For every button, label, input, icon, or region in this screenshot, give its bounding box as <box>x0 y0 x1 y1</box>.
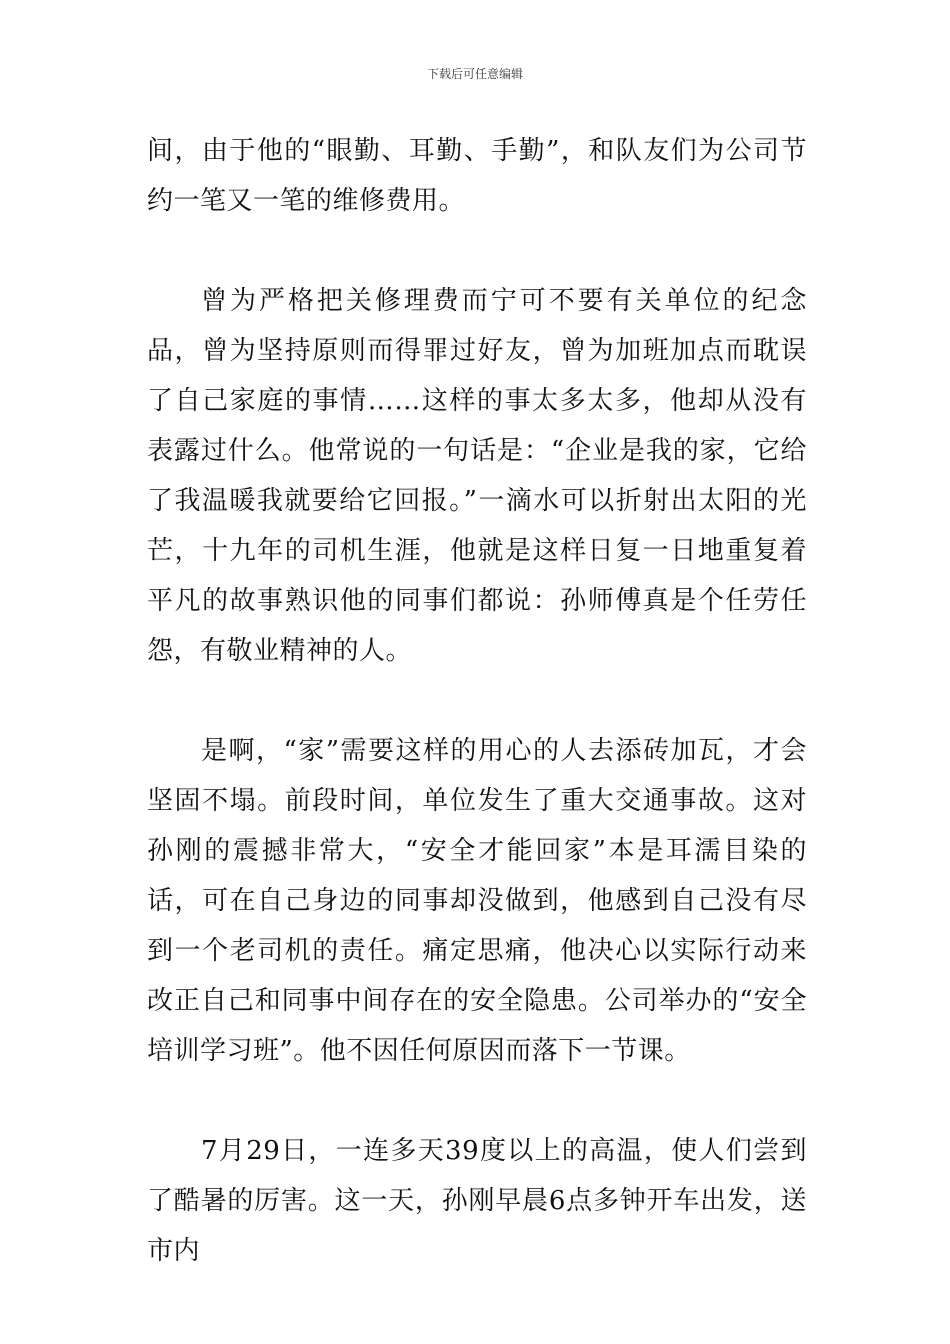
page-header: 下载后可任意编辑 <box>426 67 523 81</box>
paragraph-3: 是啊，“家”需要这样的用心的人去添砖加瓦，才会坚固不塌。前段时间，单位发生了重大交通事故。这对孙刚的震撼非常大，“安全才能回家”本是耳濡目染的话，可在自己身边的同事却没做到，他感到自己没有尽到一个老司机的责任。痛定思痛，他决心以实际行动来改正自己和同事中间存在的安全隐患。公司举办的“安全培训学习班”。他不因任何原因而落下一节课。 <box>147 736 807 1066</box>
paragraph-2: 曾为严格把关修理费而宁可不要有关单位的纪念品，曾为坚持原则而得罪过好友，曾为加班加点而耽误了自己家庭的事情……这样的事太多太多，他却从没有表露过什么。他常说的一句话是：“企业是我的家，它给了我温暖我就要给它回报。”一滴水可以折射出太阳的光芒，十九年的司机生涯，他就是这样日复一日地重复着平凡的故事熟识他的同事们都说：孙师傅真是个任劳任怨，有敬业精神的人。 <box>147 286 807 666</box>
document-body <box>147 126 807 1276</box>
paragraph-1: 间，由于他的“眼勤、耳勤、手勤”，和队友们为公司节约一笔又一笔的维修费用。 <box>147 136 807 216</box>
paragraph-4: 7月29日，一连多天39度以上的高温，使人们尝到了酷暑的厉害。这一天，孙刚早晨6点多钟开车出发，送市内 <box>147 1136 807 1266</box>
